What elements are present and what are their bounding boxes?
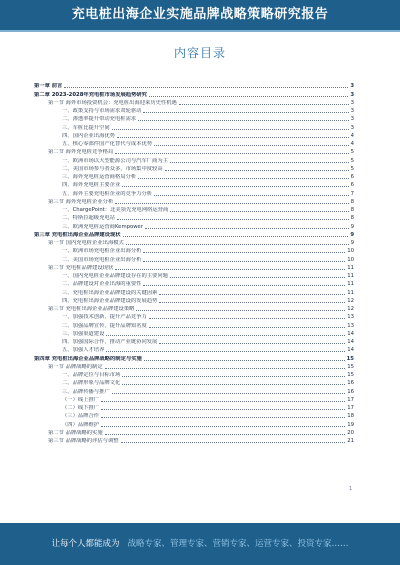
toc-leader-dots: [143, 285, 345, 286]
toc-entry-label: （三）品牌合作: [62, 413, 100, 420]
toc-entry-page: 11: [347, 289, 354, 296]
toc-entry[interactable]: [34, 363, 354, 371]
toc-entry[interactable]: [34, 264, 354, 272]
toc-entry-page: 3: [350, 108, 354, 114]
toc-entry[interactable]: [34, 379, 354, 387]
toc-entry-page: 6: [350, 174, 354, 180]
toc-entry[interactable]: [34, 140, 354, 148]
toc-entry-page: 21: [347, 438, 354, 444]
toc-entry[interactable]: [34, 132, 354, 140]
toc-heading: 内容目录: [173, 46, 226, 60]
toc-entry[interactable]: [34, 214, 354, 222]
toc-entry[interactable]: [34, 437, 354, 445]
toc-entry[interactable]: [34, 429, 354, 437]
toc-entry[interactable]: [34, 239, 354, 247]
toc-entry-label: 三、海外充电桩运营商格局分析: [62, 174, 137, 180]
toc-entry-page: 14: [347, 330, 354, 337]
toc-entry[interactable]: [34, 371, 354, 379]
toc-leader-dots: [149, 327, 345, 328]
toc-entry-page: 5: [350, 157, 354, 164]
toc-entry-page: 8: [350, 198, 354, 205]
toc-leader-dots: [105, 434, 346, 435]
toc-entry-label: 第一节 海外市场投资机会：充电桩出海迎来历史性机遇: [48, 99, 177, 106]
toc-entry-label: 第二章 2023-2028年充电桩市场发展趋势研究: [34, 91, 147, 98]
toc-leader-dots: [106, 335, 345, 336]
toc-entry-label: 第一章 前言: [34, 83, 63, 90]
toc-entry-page: 3: [350, 83, 354, 90]
toc-entry-label: 二、品牌建设对企业出海的重要性: [62, 281, 142, 288]
toc-entry-label: 第二节 海外充电桩竞争格局: [48, 149, 114, 156]
toc-entry-label: （一）线上推广: [62, 396, 100, 403]
toc-entry[interactable]: [34, 272, 354, 280]
toc-entry[interactable]: [34, 420, 354, 428]
toc-leader-dots: [138, 178, 348, 179]
toc-entry-label: 二、加强品牌宣传，提升品牌知名度: [62, 322, 147, 329]
toc-leader-dots: [143, 261, 345, 262]
toc-entry-page: 13: [347, 322, 354, 329]
toc-entry-label: 五、核心零部件国产化替代与成本优势: [62, 141, 153, 147]
toc-entry-label: 四、国内企业出海优势: [62, 132, 115, 139]
report-title: 充电桩出海企业实施品牌战略策略研究报告: [71, 7, 329, 22]
toc-entry-label: 一、ChargePoint：北美领先充电网络运营商: [62, 207, 169, 213]
toc-entry-page: 9: [350, 240, 354, 246]
toc-entry[interactable]: [34, 280, 354, 288]
toc-leader-dots: [101, 417, 345, 418]
toc-entry-label: 第三章 充电桩出海企业品牌建设现状: [34, 231, 121, 238]
toc-entry-page: 3: [350, 124, 354, 131]
toc-entry[interactable]: [34, 330, 354, 338]
toc-leader-dots: [159, 302, 345, 303]
toc-leader-dots: [170, 162, 349, 163]
toc-leader-dots: [101, 409, 345, 410]
toc-entry-label: 三、品牌传播与推广: [62, 388, 110, 395]
toc-leader-dots: [115, 153, 348, 154]
toc-entry-label: （二）线下推广: [62, 405, 100, 411]
toc-entry[interactable]: [34, 321, 354, 329]
toc-entry-page: 16: [347, 380, 354, 387]
toc-entry-label: 五、加强人才培养: [62, 347, 105, 354]
toc-leader-dots: [159, 294, 345, 295]
toc-entry[interactable]: [34, 82, 354, 90]
toc-entry-label: 第三节 海外充电桩企业分析: [48, 198, 114, 205]
toc-entry-page: 15: [347, 363, 354, 370]
toc-entry-page: 6: [350, 182, 354, 189]
toc-entry[interactable]: [34, 173, 354, 181]
toc-leader-dots: [115, 269, 345, 270]
toc-entry[interactable]: [34, 107, 354, 115]
toc-leader-dots: [144, 360, 345, 361]
toc-entry-page: 4: [350, 132, 354, 139]
footer-slogan-left: 让每个人都能成为: [51, 539, 120, 549]
toc-entry[interactable]: [34, 338, 354, 346]
toc-entry-page: 8: [350, 215, 354, 222]
header-accent-line: [0, 30, 400, 32]
toc-leader-dots: [179, 104, 349, 105]
toc-entry-page: 11: [347, 264, 354, 271]
toc-entry-page: 9: [350, 231, 354, 238]
toc-leader-dots: [154, 145, 349, 146]
toc-leader-dots: [136, 310, 345, 311]
toc-entry[interactable]: [34, 156, 354, 164]
toc-leader-dots: [170, 277, 345, 278]
toc-entry-label: 四、海外充电桩主要企业: [62, 182, 121, 189]
toc-entry[interactable]: [34, 247, 354, 255]
toc-leader-dots: [112, 129, 349, 130]
toc-entry[interactable]: [34, 404, 354, 412]
toc-entry-page: 10: [347, 256, 354, 263]
toc-entry-label: （四）品牌维护: [62, 421, 100, 428]
toc-entry-label: 一、欧洲市场以大型能源公司与汽车厂商为主: [62, 157, 168, 164]
toc-entry[interactable]: [34, 198, 354, 206]
toc-entry-label: 三、欧洲充电桩运营商Kempower: [62, 223, 143, 230]
toc-entry[interactable]: [34, 206, 354, 214]
toc-entry[interactable]: [34, 387, 354, 395]
toc-entry-page: 16: [347, 388, 354, 395]
toc-entry-label: 第二节 品牌战略的实施: [48, 429, 103, 436]
toc-entry[interactable]: [34, 90, 354, 98]
toc-leader-dots: [106, 351, 345, 352]
toc-entry-page: 12: [347, 306, 354, 312]
toc-leader-dots: [121, 442, 346, 443]
toc-leader-dots: [170, 211, 348, 212]
toc-entry[interactable]: [34, 412, 354, 420]
toc-entry-label: 第三节 充电桩出海企业品牌建设策略: [48, 306, 135, 312]
toc-entry-label: 二、渗透率提升带动充电桩需求: [62, 116, 137, 123]
toc-entry-page: 9: [350, 223, 354, 230]
toc-leader-dots: [122, 186, 348, 187]
toc-leader-dots: [143, 252, 345, 253]
toc-entry-label: 三、车桩比提升空间: [62, 124, 110, 131]
toc-entry-label: 五、海外主要充电桩企业的竞争力分析: [62, 190, 153, 197]
toc-entry[interactable]: [34, 181, 354, 189]
toc-entry-page: 19: [347, 421, 354, 428]
toc-entry-page: 10: [347, 248, 354, 255]
toc-entry-label: 第一节 国内充电桩企业出海模式: [48, 240, 124, 246]
toc-entry-label: 三、加强渠道建设: [62, 330, 105, 337]
toc-leader-dots: [64, 87, 348, 88]
toc-entry[interactable]: [34, 346, 354, 354]
toc-entry-page: 7: [350, 190, 354, 197]
toc-entry-label: 二、美国市场充电桩企业出海分析: [62, 256, 142, 263]
toc-entry-page: 3: [350, 91, 354, 98]
toc-entry[interactable]: [34, 354, 354, 362]
toc-entry-label: 一、政策支持与市场需求双轮驱动: [62, 108, 142, 114]
toc-leader-dots: [112, 393, 346, 394]
toc-leader-dots: [101, 426, 345, 427]
toc-entry[interactable]: [34, 115, 354, 123]
toc-entry-page: 17: [347, 396, 354, 403]
toc-entry[interactable]: [34, 148, 354, 156]
toc-entry[interactable]: [34, 396, 354, 404]
toc-leader-dots: [117, 137, 349, 138]
toc-entry-page: 14: [347, 339, 354, 345]
toc-entry[interactable]: [34, 231, 354, 239]
footer-slogan-right: 战略专家、管理专家、营销专家、运营专家、投资专家……: [127, 539, 349, 549]
toc-entry[interactable]: [34, 297, 354, 305]
toc-entry[interactable]: [34, 305, 354, 313]
toc-leader-dots: [143, 112, 348, 113]
toc-entry-label: 二、品牌形象与品牌文化: [62, 380, 121, 387]
toc-entry-label: 二、美国市场参与者众多，市场集中度较高: [62, 165, 163, 172]
toc-leader-dots: [123, 236, 349, 237]
toc-entry-label: 一、加强技术创新，提升产品竞争力: [62, 314, 147, 321]
toc-leader-dots: [122, 384, 345, 385]
toc-entry-page: 4: [350, 141, 354, 147]
toc-leader-dots: [101, 401, 345, 402]
footer-slogan: [0, 523, 400, 565]
toc-entry-label: 第一节 品牌战略的制定: [48, 363, 103, 370]
table-of-contents: [34, 82, 354, 445]
toc-entry[interactable]: [34, 99, 354, 107]
toc-entry-label: 三、充电桩出海企业品牌建设的关键因素: [62, 289, 158, 296]
toc-entry-label: 四、充电桩出海企业品牌建设的发展趋势: [62, 297, 158, 304]
toc-entry-page: 11: [347, 273, 354, 279]
toc-entry-page: 13: [347, 314, 354, 321]
toc-entry-label: 一、品牌定位与目标市场: [62, 372, 121, 378]
toc-leader-dots: [117, 219, 349, 220]
toc-entry[interactable]: [34, 313, 354, 321]
toc-entry-page: 3: [350, 99, 354, 106]
toc-entry-page: 14: [347, 347, 354, 354]
toc-leader-dots: [126, 244, 349, 245]
toc-entry-page: 15: [346, 355, 354, 362]
toc-entry-label: 一、国内充电桩企业品牌建设存在的主要问题: [62, 273, 168, 279]
toc-leader-dots: [159, 343, 345, 344]
toc-entry[interactable]: [34, 165, 354, 173]
toc-leader-dots: [115, 203, 348, 204]
toc-entry[interactable]: [34, 222, 354, 230]
toc-leader-dots: [122, 376, 345, 377]
toc-entry-page: 12: [347, 297, 354, 304]
toc-leader-dots: [149, 318, 345, 319]
toc-entry-page: 18: [347, 413, 354, 420]
toc-leader-dots: [149, 96, 348, 97]
toc-entry-page: 5: [350, 165, 354, 172]
toc-leader-dots: [154, 195, 349, 196]
page-number: 1: [348, 486, 352, 492]
toc-leader-dots: [165, 170, 349, 171]
toc-entry-page: 3: [350, 116, 354, 123]
toc-entry-label: 四、加强国际合作，推动产业链协同发展: [62, 339, 158, 345]
toc-entry-page: 11: [347, 281, 354, 288]
toc-entry-label: 一、欧洲市场充电桩企业出海分析: [62, 248, 142, 255]
toc-entry-page: 5: [350, 149, 354, 156]
toc-leader-dots: [145, 228, 349, 229]
toc-entry-label: 第二节 充电桩品牌建设现状: [48, 264, 114, 271]
toc-entry[interactable]: [34, 288, 354, 296]
toc-leader-dots: [138, 120, 348, 121]
toc-entry-page: 17: [347, 405, 354, 411]
toc-leader-dots: [105, 368, 346, 369]
toc-entry-page: 15: [347, 372, 354, 378]
toc-entry-page: 8: [350, 207, 354, 213]
toc-entry-label: 二、特斯拉超级充电站: [62, 215, 115, 222]
toc-entry-label: 第四章 充电桩出海企业品牌战略的制定与实施: [34, 355, 142, 362]
toc-entry[interactable]: [34, 189, 354, 197]
toc-entry[interactable]: [34, 255, 354, 263]
toc-entry-label: 第三节 品牌战略的评估与调整: [48, 438, 119, 444]
toc-entry[interactable]: [34, 123, 354, 131]
toc-entry-page: 20: [347, 429, 354, 436]
